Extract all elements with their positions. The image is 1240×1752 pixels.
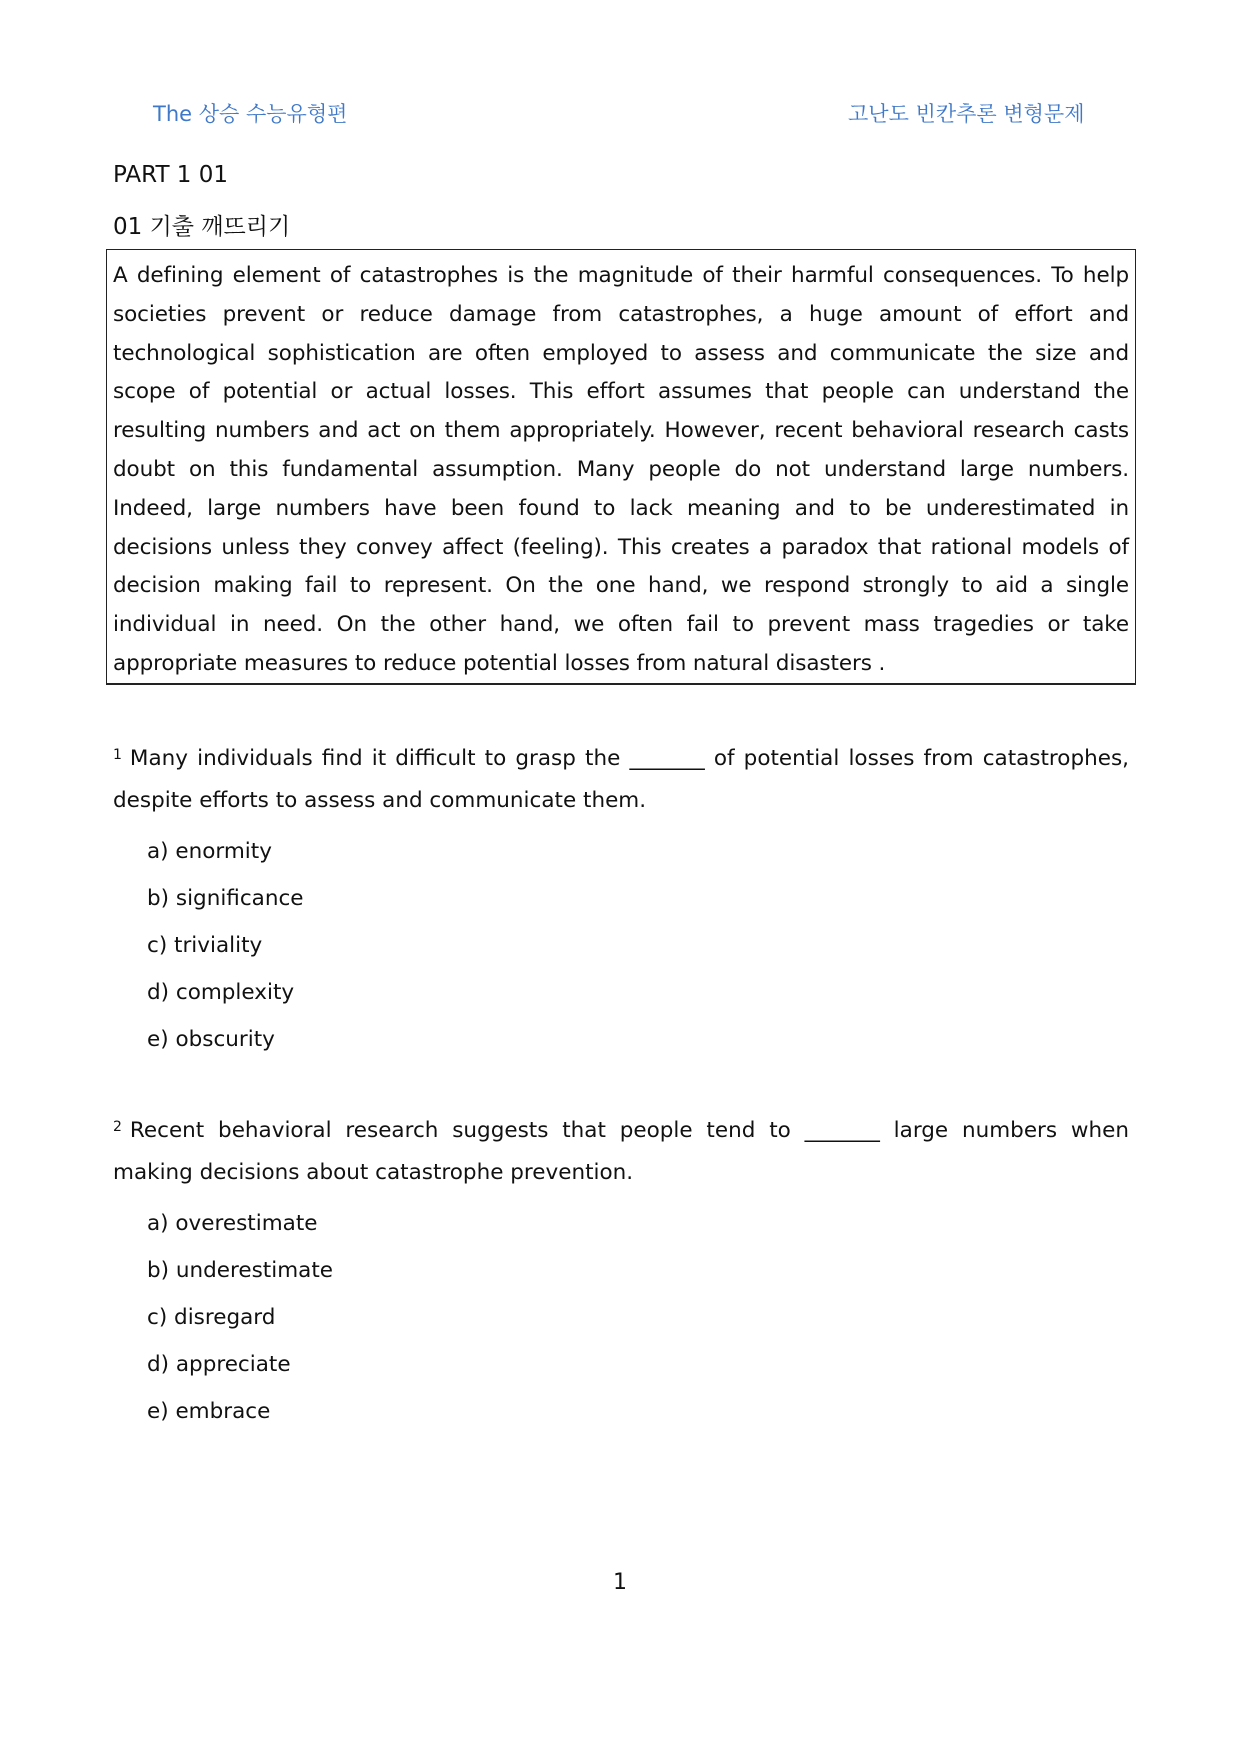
question-text: Recent behavioral research suggests that people tend to _______ large numbers when making decisions about catastrophe prevention. <box>113 1118 1129 1185</box>
option-c: c) disregard <box>147 1305 276 1330</box>
header-chapter-title: 고난도 빈칸추론 변형문제 <box>848 102 1085 126</box>
part-label: PART 1 01 <box>113 162 229 188</box>
option-e: e) embrace <box>147 1399 271 1424</box>
option-c: c) triviality <box>147 933 263 958</box>
option-d: d) appreciate <box>147 1352 291 1377</box>
option-d: d) complexity <box>147 980 295 1005</box>
passage-box <box>106 249 1136 685</box>
section-title: 01 기출 깨뜨리기 <box>113 214 291 240</box>
question-number: 1 <box>113 747 122 763</box>
option-a: a) overestimate <box>147 1211 318 1236</box>
question-text: Many individuals find it difficult to grasp the _______ of potential losses from catastrophes, despite efforts to assess and communicate them. <box>113 746 1129 813</box>
question-stem <box>113 1110 1129 1194</box>
question-stem <box>113 738 1129 822</box>
option-e: e) obscurity <box>147 1027 275 1052</box>
option-a: a) enormity <box>147 839 272 864</box>
question-1 <box>113 738 1129 1063</box>
header-book-title: The 상승 수능유형편 <box>153 102 348 126</box>
option-b: b) underestimate <box>147 1258 333 1283</box>
option-list <box>113 828 1129 1063</box>
option-b: b) significance <box>147 886 304 911</box>
option-list <box>113 1200 1129 1435</box>
page-number: 1 <box>613 1570 627 1595</box>
question-number: 2 <box>113 1119 122 1135</box>
passage-text: A defining element of catastrophes is the magnitude of their harmful consequences. To help societies prevent or reduce damage from catastrophes, a huge amount of effort and technological sophistication are often employed to assess and communicate the size and scope of potential or actual losses. This effort assumes that people can understand the resulting numbers and act on them appropriately. However, recent behavioral research casts doubt on this fundamental assumption. Many people do not understand large numbers. Indeed, large numbers have been found to lack meaning and to be underestimated in decisions unless they convey affect (feeling). This creates a paradox that rational models of decision making fail to represent. On the one hand, we respond strongly to aid a single individual in need. On the other hand, we often fail to prevent mass tragedies or take appropriate measures to reduce potential losses from natural disasters . <box>113 263 1129 676</box>
question-2 <box>113 1110 1129 1435</box>
